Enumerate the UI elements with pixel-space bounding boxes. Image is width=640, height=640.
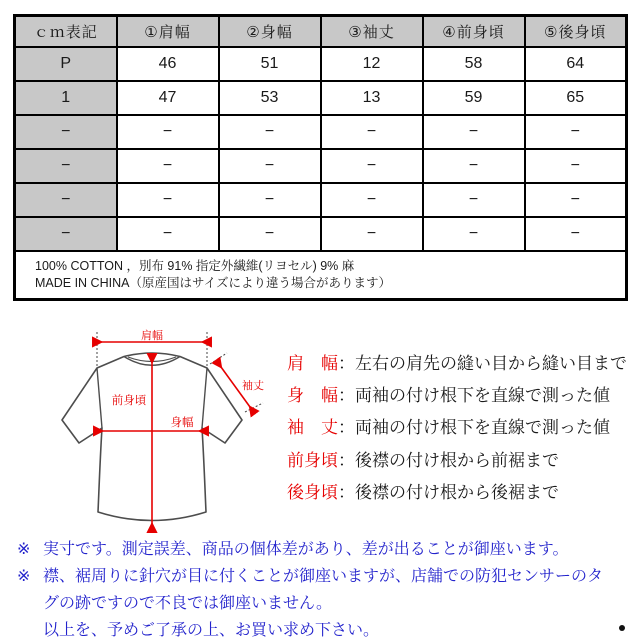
page-corner-dot [619, 625, 625, 631]
cell-value: 51 [219, 47, 321, 81]
country-of-origin-text: MADE IN CHINA（原産国はサイズにより違う場合があります） [35, 276, 391, 290]
cell-value: 12 [321, 47, 423, 81]
legend-item-front-length [287, 442, 632, 474]
body-width-label: 身幅 [170, 417, 194, 429]
size-table [13, 14, 628, 301]
legend-item-back-length [287, 475, 632, 507]
table-row-size-p [15, 47, 627, 81]
cell-value: − [525, 183, 627, 217]
cell-value: − [423, 149, 525, 183]
fabric-origin-note [15, 251, 627, 300]
legend-term: 袖 丈 [287, 418, 338, 438]
size-table-header-row [15, 16, 627, 48]
cell-value: − [525, 149, 627, 183]
cell-value: 13 [321, 81, 423, 115]
row-label: 1 [15, 81, 117, 115]
legend-term: 肩 幅 [287, 353, 338, 373]
cell-value: − [321, 115, 423, 149]
disclaimer-notes [17, 536, 608, 640]
cell-value: − [525, 217, 627, 251]
legend-desc: ：左右の肩先の縫い目から縫い目まで [338, 353, 627, 373]
row-label: − [15, 183, 117, 217]
table-footer-row [15, 251, 627, 300]
cell-value: − [321, 183, 423, 217]
measurement-legend [287, 345, 632, 507]
cell-value: 47 [117, 81, 219, 115]
cell-value: − [219, 149, 321, 183]
col-header-body-width: ②身幅 [219, 16, 321, 48]
cell-value: 46 [117, 47, 219, 81]
tshirt-measurement-diagram [40, 328, 270, 543]
cell-value: − [117, 217, 219, 251]
note-actual-measurements [17, 536, 608, 563]
cell-value: 65 [525, 81, 627, 115]
note-text: 襟、裾周りに針穴が目に付くことが御座いますが、店舗での防犯センサーのタグの跡ですので不良では御座いません。 [43, 568, 604, 612]
fabric-composition-text: 100% COTTON ，別布 91% 指定外繊維(リヨセル) 9% 麻 [35, 259, 355, 273]
col-header-sleeve: ③袖丈 [321, 16, 423, 48]
cell-value: − [219, 115, 321, 149]
table-row-empty [15, 149, 627, 183]
row-label: − [15, 217, 117, 251]
cell-value: − [423, 115, 525, 149]
legend-term: 身 幅 [287, 386, 338, 406]
cell-value: − [321, 149, 423, 183]
cell-value: − [117, 115, 219, 149]
row-label: P [15, 47, 117, 81]
col-header-shoulder: ①肩幅 [117, 16, 219, 48]
note-text: 以上を、予めご了承の上、お買い求め下さい。 [43, 622, 380, 639]
legend-desc: ：後襟の付け根から前裾まで [338, 450, 559, 470]
note-bullet: ※ [17, 541, 31, 558]
note-bullet [17, 617, 43, 640]
row-label: − [15, 115, 117, 149]
cell-value: 58 [423, 47, 525, 81]
table-row-empty [15, 217, 627, 251]
sleeve-length-label: 袖丈 [242, 380, 264, 392]
shoulder-width-label: 肩幅 [141, 330, 163, 342]
note-bullet: ※ [17, 568, 31, 585]
legend-desc: ：後襟の付け根から後裾まで [338, 483, 559, 503]
note-text: 実寸です。測定誤差、商品の個体差があり、差が出ることが御座います。 [43, 541, 569, 558]
cell-value: − [117, 183, 219, 217]
cell-value: 64 [525, 47, 627, 81]
legend-item-body-width [287, 377, 632, 409]
front-length-label: 前身頃 [111, 395, 147, 407]
cell-value: 53 [219, 81, 321, 115]
cell-value: − [423, 183, 525, 217]
sleeve-tick-top [210, 353, 227, 364]
legend-item-shoulder [287, 345, 632, 377]
cell-value: − [321, 217, 423, 251]
legend-item-sleeve [287, 410, 632, 442]
cell-value: − [117, 149, 219, 183]
col-header-unit: ｃｍ表記 [15, 16, 117, 48]
note-acknowledgement [17, 617, 608, 640]
legend-term: 後身頃 [287, 483, 338, 503]
legend-term: 前身頃 [287, 450, 338, 470]
legend-desc: ：両袖の付け根下を直線で測った値 [338, 418, 610, 438]
legend-desc: ：両袖の付け根下を直線で測った値 [338, 386, 610, 406]
row-label: − [15, 149, 117, 183]
table-row-empty [15, 183, 627, 217]
cell-value: − [219, 183, 321, 217]
cell-value: 59 [423, 81, 525, 115]
table-row-empty [15, 115, 627, 149]
col-header-front-length: ④前身頃 [423, 16, 525, 48]
note-needle-holes [17, 563, 608, 617]
cell-value: − [525, 115, 627, 149]
table-row-size-1 [15, 81, 627, 115]
col-header-back-length: ⑤後身頃 [525, 16, 627, 48]
cell-value: − [423, 217, 525, 251]
cell-value: − [219, 217, 321, 251]
